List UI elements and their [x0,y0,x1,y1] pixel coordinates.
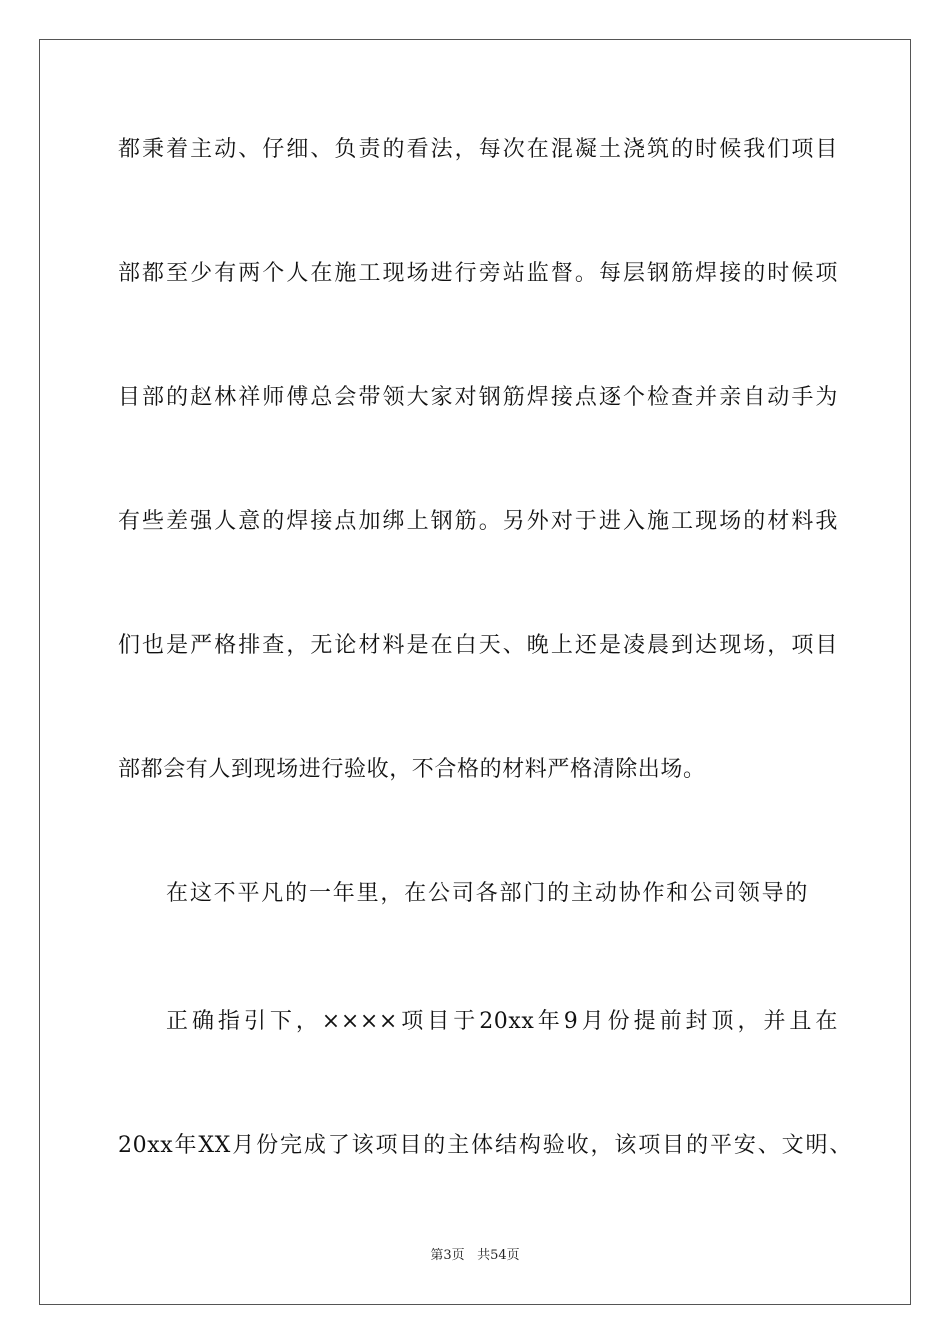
text-line-1: 都秉着主动、仔细、负责的看法，每次在混凝土浇筑的时候我们项目 [118,137,838,162]
text-line-8: 正确指引下，××××项目于20xx年9月份提前封顶，并且在 [166,1009,838,1034]
text-line-9: 20xx年XX月份完成了该项目的主体结构验收，该项目的平安、文明、 [118,1133,852,1158]
text-line-5: 们也是严格排查，无论材料是在白天、晚上还是凌晨到达现场，项目 [118,633,838,658]
page-footer [0,1246,950,1266]
text-line-3: 目部的赵林祥师傅总会带领大家对钢筋焊接点逐个检查并亲自动手为 [118,385,838,410]
text-line-6: 部都会有人到现场进行验收，不合格的材料严格清除出场。 [118,757,706,782]
text-line-7: 在这不平凡的一年里，在公司各部门的主动协作和公司领导的 [166,881,808,906]
text-line-2: 部都至少有两个人在施工现场进行旁站监督。每层钢筋焊接的时候项 [118,261,838,286]
page-number: 第3页 [430,1248,465,1263]
page-border [39,39,911,1305]
text-line-4: 有些差强人意的焊接点加绑上钢筋。另外对于进入施工现场的材料我 [118,509,838,534]
total-pages: 共54页 [477,1248,520,1263]
